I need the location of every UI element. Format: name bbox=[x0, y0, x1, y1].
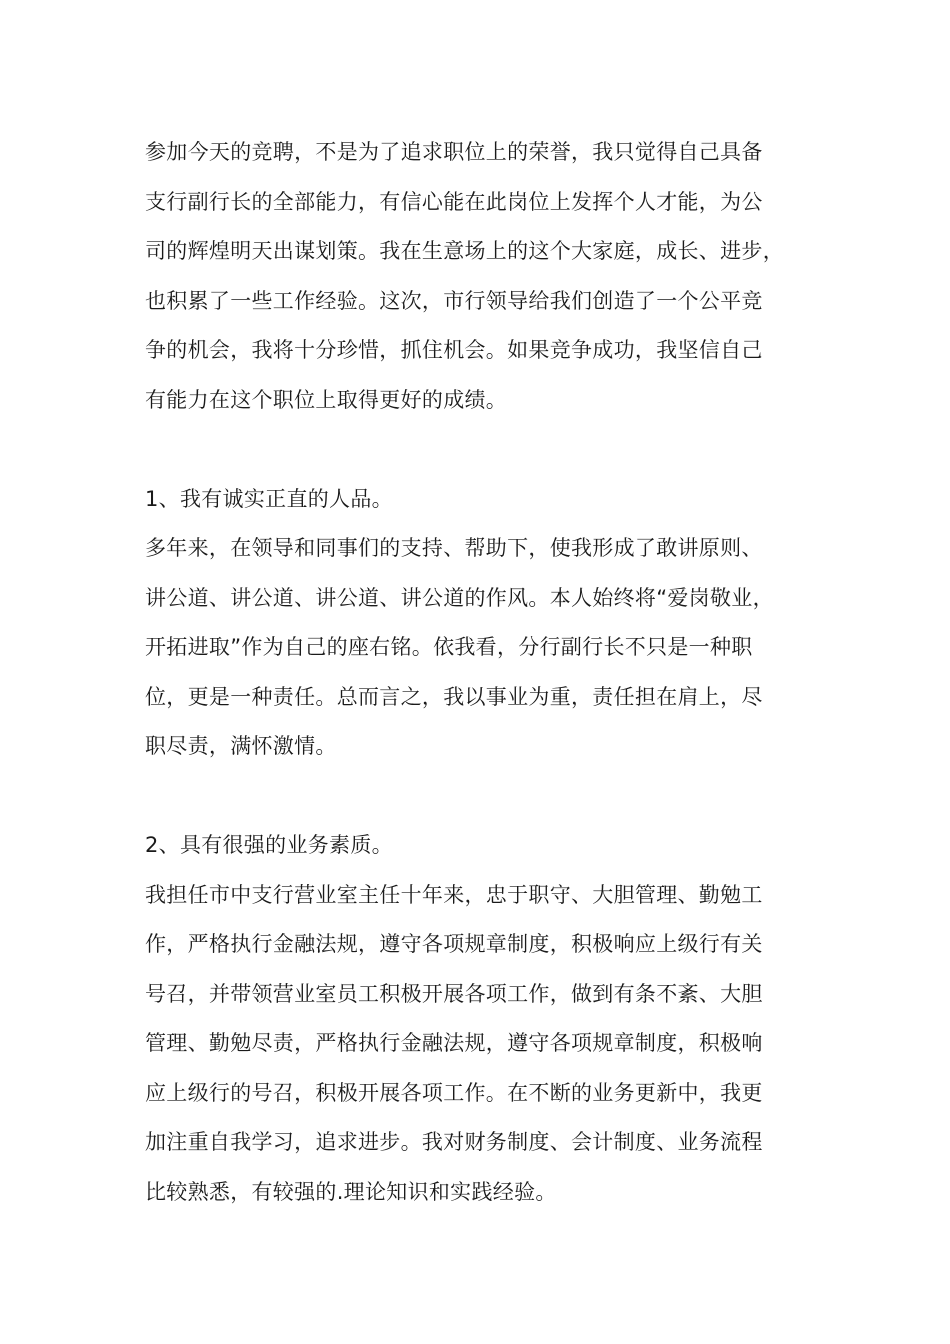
paragraph-line: 应上级行的号召，积极开展各项工作。在不断的业务更新中，我更 bbox=[145, 1080, 763, 1105]
paragraph-line: 多年来，在领导和同事们的支持、帮助下，使我形成了敢讲原则、 bbox=[145, 536, 763, 560]
section-2-paragraph bbox=[145, 871, 825, 1218]
intro-paragraph bbox=[145, 128, 825, 425]
paragraph-line: 位，更是一种责任。总而言之，我以事业为重，责任担在肩上，尽 bbox=[145, 684, 763, 709]
paragraph-line: 开拓进取”作为自己的座右铭。依我看，分行副行长不只是一种职 bbox=[145, 635, 753, 659]
section-1-paragraph bbox=[145, 524, 825, 772]
paragraph-line: 我担任市中支行营业室主任十年来，忠于职守、大胆管理、勤勉工 bbox=[145, 882, 763, 907]
paragraph-line: 号召，并带领营业室员工积极开展各项工作，做到有条不紊、大胆 bbox=[145, 981, 763, 1006]
paragraph-line: 加注重自我学习，追求进步。我对财务制度、会计制度、业务流程 bbox=[145, 1130, 763, 1154]
paragraph-line: 比较熟悉，有较强的.理论知识和实践经验。 bbox=[145, 1179, 557, 1204]
paragraph-line: 有能力在这个职位上取得更好的成绩。 bbox=[145, 387, 508, 412]
paragraph-line: 职尽责，满怀激情。 bbox=[145, 734, 337, 758]
blank-line bbox=[145, 425, 825, 475]
paragraph-line: 作，严格执行金融法规，遵守各项规章制度，积极响应上级行有关 bbox=[145, 932, 763, 956]
paragraph-line: 司的辉煌明天出谋划策。我在生意场上的这个大家庭，成长、进步， bbox=[145, 239, 784, 263]
document-body bbox=[145, 128, 825, 1217]
section-2-heading: 2、具有很强的业务素质。 bbox=[145, 833, 393, 857]
paragraph-line: 讲公道、讲公道、讲公道、讲公道的作风。本人始终将“爱岗敬业， bbox=[145, 585, 774, 610]
paragraph-line: 支行副行长的全部能力，有信心能在此岗位上发挥个人才能，为公 bbox=[145, 189, 763, 214]
blank-line bbox=[145, 772, 825, 822]
paragraph-line: 管理、勤勉尽责，严格执行金融法规，遵守各项规章制度，积极响 bbox=[145, 1031, 763, 1055]
paragraph-line: 参加今天的竞聘，不是为了追求职位上的荣誉，我只觉得自己具备 bbox=[145, 140, 763, 164]
section-1-heading: 1、我有诚实正直的人品。 bbox=[145, 486, 393, 511]
paragraph-line: 争的机会，我将十分珍惜，抓住机会。如果竞争成功，我坚信自己 bbox=[145, 338, 763, 362]
paragraph-line: 也积累了一些工作经验。这次，市行领导给我们创造了一个公平竞 bbox=[145, 288, 763, 313]
